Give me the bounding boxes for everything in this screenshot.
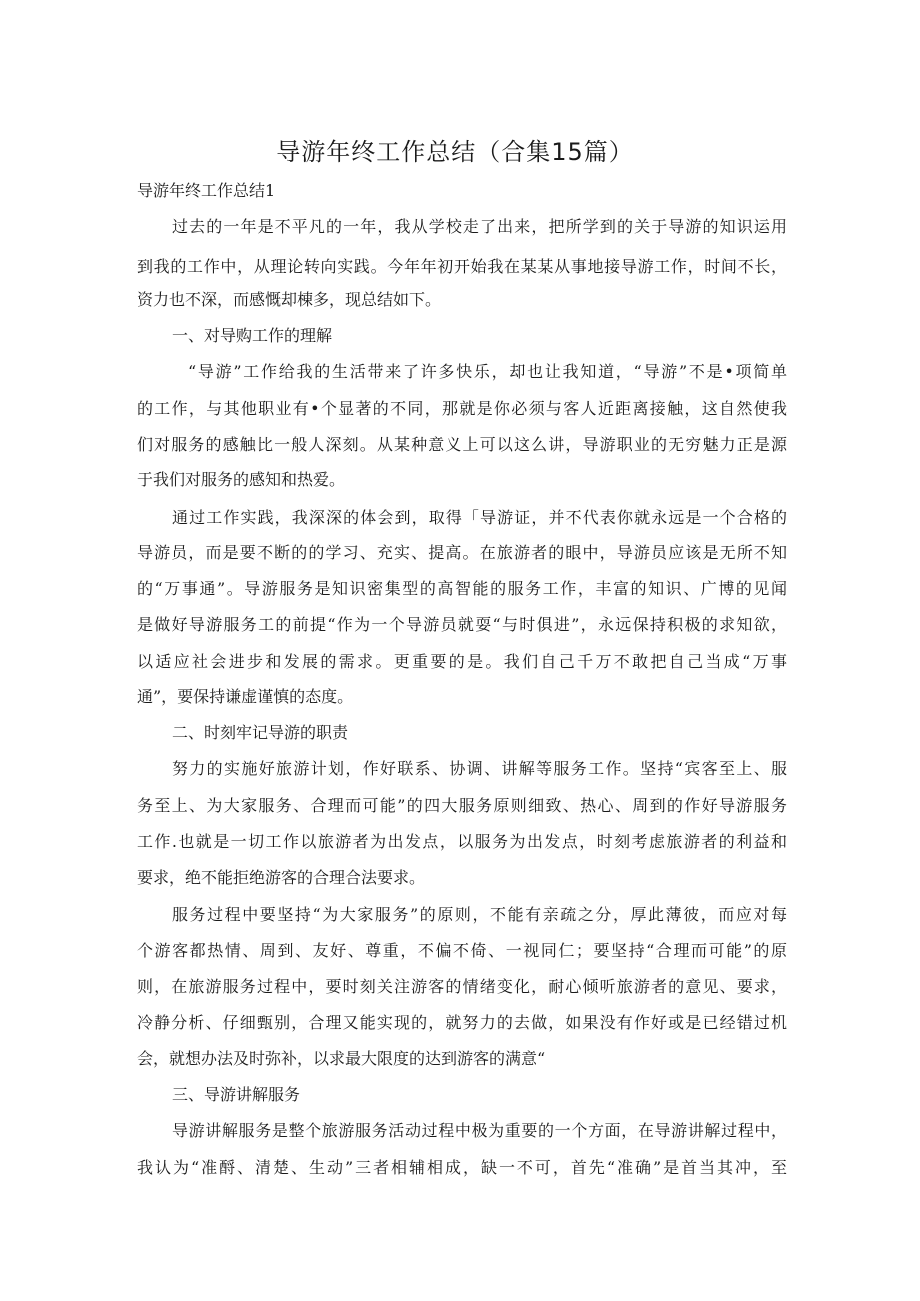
section-heading: 二、时刻牢记导游的职责 [172,723,349,742]
section-heading: 导游年终工作总结1 [137,181,276,200]
document-title: 导游年终工作总结（合集15篇） [276,138,634,166]
paragraph-line: 个游客都热情、周到、友好、尊重，不偏不倚、一视同仁；要坚持“合理而可能”的原 [137,941,787,960]
paragraph-line: 是做好导游服务工的前提“作为一个导游员就耍“与时俱进”，永远保持积极的求知欲， [137,615,787,634]
paragraph-line: “导游”工作给我的生活带来了许多快乐，却也让我知道，“导游”不是•项简单 [188,362,787,381]
paragraph-line: 会，就想办法及时弥补，以求最大限度的达到游客的满意“ [137,1049,546,1068]
paragraph-line: 要求，绝不能拒绝游客的合理合法要求。 [137,868,426,887]
paragraph-line: 务至上、为大家服务、合理而可能”的四大服务原则细致、热心、周到的作好导游服务 [137,796,787,815]
paragraph-line: 到我的工作中，从理论转向实践。今年年初开始我在某某从事地接导游工作，时间不长， [137,257,787,276]
paragraph-line: 于我们对服务的感知和热爱。 [137,470,346,489]
paragraph-line: 以适应社会进步和发展的需求。更重要的是。我们自己千万不敢把自己当成“万事 [137,652,787,671]
paragraph-line: 导游员，而是要不断的的学习、充实、提高。在旅游者的眼中，导游员应该是无所不知 [137,543,787,562]
paragraph-line: 的“万事通”。导游服务是知识密集型的高智能的服务工作，丰富的知识、广博的见闻 [137,579,787,598]
paragraph-line: 们对服务的感触比一般人深刻。从某种意义上可以这么讲，导游职业的无穷魅力正是源 [137,435,787,454]
paragraph-line: 过去的一年是不平凡的一年，我从学校走了出来，把所学到的关于导游的知识运用 [172,217,787,236]
section-heading: 一、对导购工作的理解 [172,326,333,345]
paragraph-line: 冷静分析、仔细甄别，合理又能实现的，就努力的去做，如果没有作好或是已经错过机 [137,1013,787,1032]
paragraph-line: 则，在旅游服务过程中，要时刻关注游客的情绪变化，耐心倾听旅游者的意见、要求， [137,977,787,996]
paragraph-line: 通过工作实践，我深深的体会到，取得「导游证，并不代表你就永远是一个合格的 [172,508,787,527]
paragraph-line: 的工作，与其他职业有•个显著的不同，那就是你必须与客人近距离接触，这自然使我 [137,399,787,418]
paragraph-line: 工作.也就是一切工作以旅游者为出发点，以服务为出发点，时刻考虑旅游者的利益和 [137,832,787,851]
paragraph-line: 导游讲解服务是整个旅游服务活动过程中极为重要的一个方面，在导游讲解过程中， [172,1121,787,1140]
paragraph-line: 努力的实施好旅游计划，作好联系、协调、讲解等服务工作。坚持“宾客至上、服 [172,759,787,778]
paragraph-line: 资力也不深，而感慨却棟多，现总结如下。 [137,290,442,309]
paragraph-line: 我认为“准酹、清楚、生动”三者相辅相成，缺一不可，首先“准确”是首当其冲，至 [137,1158,787,1177]
paragraph-line: 服务过程中要坚持“为大家服务”的原则，不能有亲疏之分，厚此薄彼，而应对每 [172,905,787,924]
section-heading: 三、导游讲解服务 [172,1085,301,1104]
paragraph-line: 通”，要保持谦虚谨慎的态度。 [137,687,354,706]
